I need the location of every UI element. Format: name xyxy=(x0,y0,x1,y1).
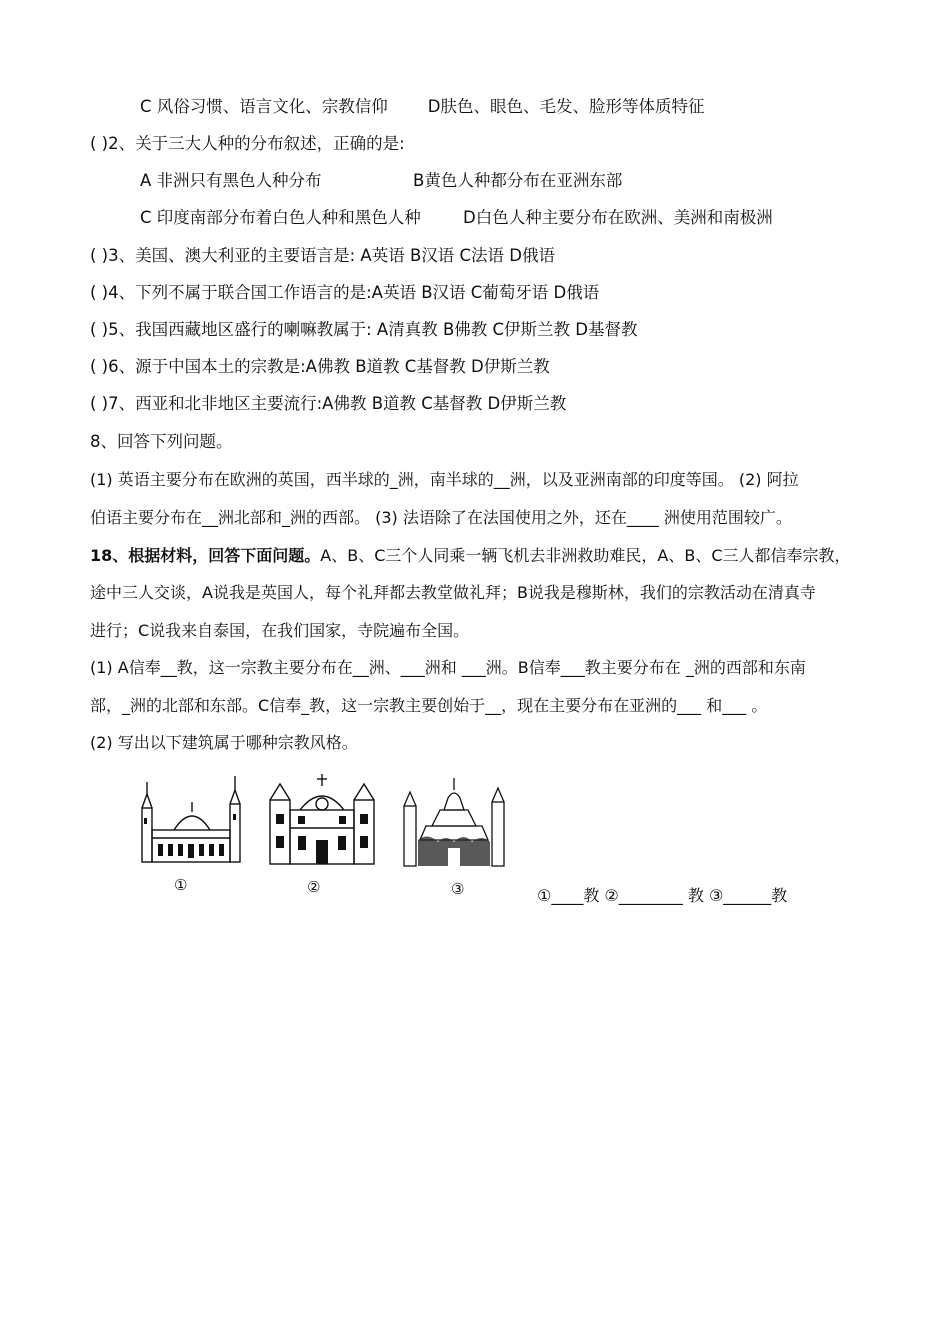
question-4: ( )4、下列不属于联合国工作语言的是:A英语 B汉语 C葡萄牙语 D俄语 xyxy=(90,283,600,302)
question-18-heading: 根据材料，回答下面问题。 xyxy=(128,546,321,565)
question-7: ( )7、西亚和北非地区主要流行:A佛教 B道教 C基督教 D伊斯兰教 xyxy=(90,394,567,413)
figure-1-number: ① xyxy=(174,876,188,894)
question-6: ( )6、源于中国本土的宗教是:A佛教 B道教 C基督教 D伊斯兰教 xyxy=(90,357,550,376)
q2-option-b: B黄色人种都分布在亚洲东部 xyxy=(413,171,623,190)
question-2: ( )2、关于三大人种的分布叙述，正确的是: xyxy=(90,134,405,153)
pagoda-icon xyxy=(398,776,510,870)
figure-2-number: ② xyxy=(307,878,321,896)
question-5: ( )5、我国西藏地区盛行的喇嘛教属于: A清真教 B佛教 C伊斯兰教 D基督教 xyxy=(90,320,638,339)
q2-option-c: C 印度南部分布着白色人种和黑色人种 xyxy=(140,208,421,227)
option-c: C 风俗习惯、语言文化、宗教信仰 xyxy=(140,97,388,116)
q2-option-d: D白色人种主要分布在欧洲、美洲和南极洲 xyxy=(463,208,773,227)
question-8-part1: (1) 英语主要分布在欧洲的英国，西半球的_洲，南半球的__洲，以及亚洲南部的印度等国。 (2) 阿拉 xyxy=(90,470,799,489)
option-c-line xyxy=(140,96,705,118)
question-18-sub2: (2) 写出以下建筑属于哪种宗教风格。 xyxy=(90,733,358,752)
question-18-sub1-line2: 部，_洲的北部和东部。C信奉_教，这一宗教主要创始于__，现在主要分布在亚洲的___ 和___ 。 xyxy=(90,696,768,715)
question-18-text: A、B、C三个人同乘一辆飞机去非洲救助难民，A、B、C三人都信奉宗教， xyxy=(320,546,851,565)
answer-blanks: ①____教 ②________ 教 ③______教 xyxy=(537,886,788,905)
figure-3-number: ③ xyxy=(451,880,465,898)
question-3: ( )3、美国、澳大利亚的主要语言是: A英语 B汉语 C法语 D俄语 xyxy=(90,246,555,265)
question-8-part2: 伯语主要分布在__洲北部和_洲的西部。 (3) 法语除了在法国使用之外，还在____ 洲使用范围较广。 xyxy=(90,508,792,527)
mosque-icon xyxy=(138,768,246,868)
q2-option-a: A 非洲只有黑色人种分布 xyxy=(140,171,322,190)
question-18-line3: 进行；C说我来自泰国，在我们国家，寺院遍布全国。 xyxy=(90,621,470,640)
question-8: 8、回答下列问题。 xyxy=(90,432,233,451)
church-icon xyxy=(266,770,378,868)
question-18-sub1-line1: (1) A信奉__教，这一宗教主要分布在__洲、___洲和 ___洲。B信奉___教主要分布在 _洲的西部和东南 xyxy=(90,658,806,677)
option-d: D肤色、眼色、毛发、脸形等体质特征 xyxy=(427,97,705,116)
question-18-number: 18、 xyxy=(90,546,129,565)
question-18-line2: 途中三人交谈，A说我是英国人，每个礼拜都去教堂做礼拜；B说我是穆斯林，我们的宗教活动在清真寺 xyxy=(90,583,816,602)
question-18-line1 xyxy=(90,545,851,567)
